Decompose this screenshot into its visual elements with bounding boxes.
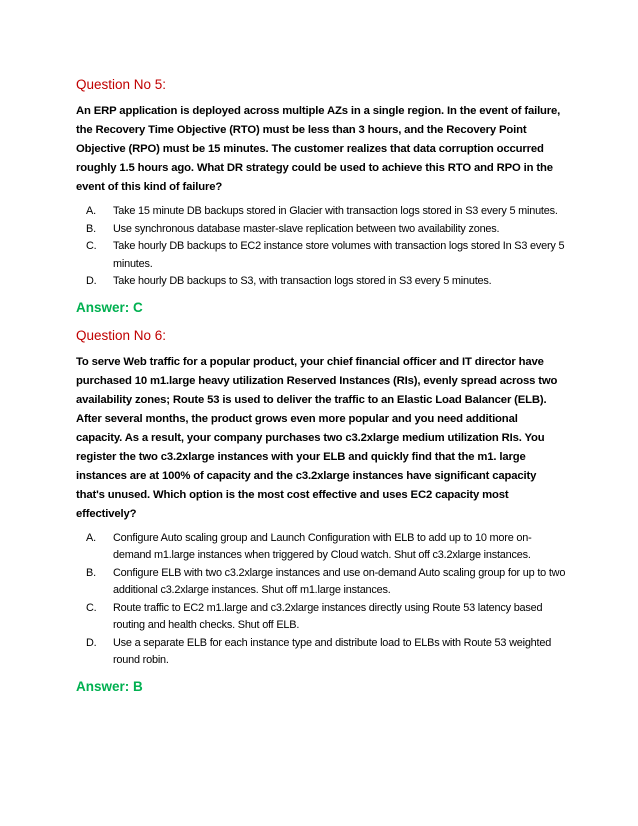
question-5-option-d [76,273,566,291]
option-letter: D. [86,636,97,649]
question-6-heading: Question No 6: [76,327,167,343]
option-text: Take hourly DB backups to S3, with transaction logs stored in S3 every 5 minutes. [113,275,492,287]
question-5-option-c [76,238,566,273]
question-6-option-a [76,530,566,565]
option-text: Take hourly DB backups to EC2 instance store volumes with transaction logs stored In S3 every 5 minutes. [113,240,565,270]
option-letter: C. [86,240,97,252]
question-5-options [76,203,566,291]
question-5-answer: Answer: C [76,299,143,315]
option-text: Configure Auto scaling group and Launch Configuration with ELB to add up to 10 more on-demand m1.large instances when triggered by Cloud watch. Shut off c3.2xlarge instances. [113,531,532,561]
option-letter: C. [86,601,97,614]
option-text: Take 15 minute DB backups stored in Glacier with transaction logs stored in S3 every 5 minutes. [113,205,558,217]
option-letter: D. [86,275,97,287]
question-6-option-c [76,600,566,635]
question-6-option-d [76,635,566,670]
question-6-answer: Answer: B [76,678,143,694]
question-6-text: To serve Web traffic for a popular product, your chief financial officer and IT director have purchased 10 m1.large heavy utilization Reserved Instances (RIs), evenly spread across two availability zones; Route 53 is used to deliver the traffic to an Elastic Load Balancer (ELB). After several months, the product grows even more popular and you need additional capacity. As a result, your company purchases two c3.2xlarge medium utilization RIs. You register the two c3.2xlarge instances with your ELB and quickly find that the m1. large instances are at 100% of capacity and the c3.2xlarge instances have significant capacity that's unused. Which option is the most cost effective and uses EC2 capacity most effectively? [76,355,558,520]
question-5-option-a [76,203,566,221]
option-text: Use a separate ELB for each instance type and distribute load to ELBs with Route 53 weighted round robin. [113,636,552,666]
question-6-options [76,530,566,670]
question-6-option-b [76,565,566,600]
option-letter: A. [86,531,96,544]
option-text: Use synchronous database master-slave replication between two availability zones. [113,222,500,235]
question-5-text: An ERP application is deployed across multiple AZs in a single region. In the event of failure, the Recovery Time Objective (RTO) must be less than 3 hours, and the Recovery Point Objective (RPO) must be 15 minutes. The customer realizes that data corruption occurred roughly 1.5 hours ago. What DR strategy could be used to achieve this RTO and RPO in the event of this kind of failure? [76,105,561,193]
document-page [76,72,566,706]
option-letter: B. [86,566,96,579]
option-letter: B. [86,222,96,235]
question-5-heading: Question No 5: [76,77,167,92]
question-5-option-b [76,221,566,239]
option-text: Configure ELB with two c3.2xlarge instances and use on-demand Auto scaling group for up to two additional c3.2xlarge instances. Shut off m1.large instances. [113,566,566,596]
option-text: Route traffic to EC2 m1.large and c3.2xlarge instances directly using Route 53 latency based routing and health checks. Shut off ELB. [113,601,543,631]
option-letter: A. [86,205,96,217]
